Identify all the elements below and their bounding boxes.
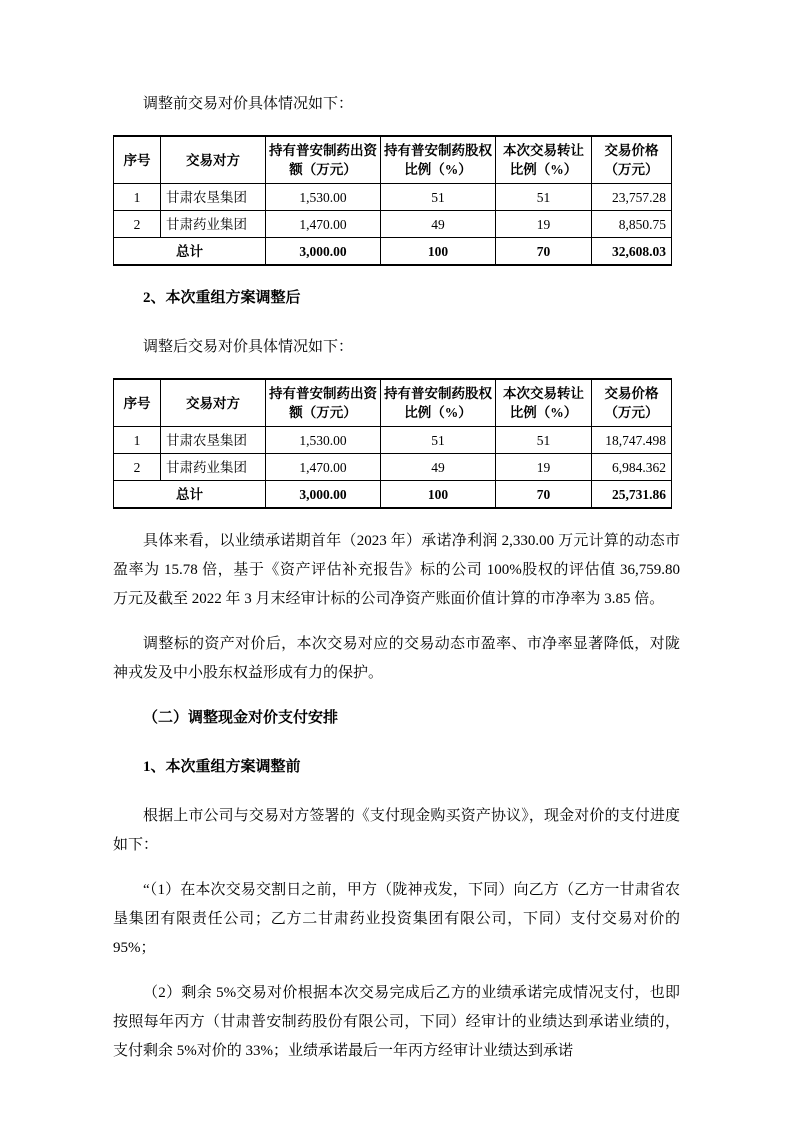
cell-capital: 1,470.00	[266, 454, 381, 481]
cell-total-equity-pct: 100	[381, 481, 496, 509]
header-equity-pct: 持有普安制药股权比例（%）	[381, 379, 496, 427]
header-seq: 序号	[114, 136, 161, 184]
header-price: 交易价格（万元）	[592, 136, 672, 184]
cell-price: 6,984.362	[592, 454, 672, 481]
table-row	[114, 427, 672, 454]
cell-transfer-pct: 19	[496, 454, 592, 481]
cell-party: 甘肃药业集团	[161, 211, 266, 238]
cell-capital: 1,530.00	[266, 184, 381, 211]
cell-equity-pct: 49	[381, 454, 496, 481]
paragraph-payment-item-1: “（1）在本次交易交割日之前，甲方（陇神戎发，下同）向乙方（乙方一甘肃省农垦集团有限责任公司；乙方二甘肃药业投资集团有限公司，下同）支付交易对价的 95%；	[113, 882, 680, 956]
paragraph-payment-item-2: （2）剩余 5%交易对价根据本次交易完成后乙方的业绩承诺完成情况支付，也即按照每年丙方（甘肃普安制药股份有限公司，下同）经审计的业绩达到承诺业绩的，支付剩余 5%对价的 33%；业绩承诺最后一年丙方经审计业绩达到承诺	[113, 985, 680, 1059]
paragraph-valuation: 具体来看，以业绩承诺期首年（2023 年）承诺净利润 2,330.00 万元计算的动态市盈率为 15.78 倍，基于《资产评估补充报告》标的公司 100%股权的评估值 36,759.80 万元及截至 2022 年 3 月末经审计标的公司净资产账面价值计算的市净率为 3.85 倍。	[113, 533, 680, 607]
cell-capital: 1,470.00	[266, 211, 381, 238]
cell-transfer-pct: 19	[496, 211, 592, 238]
paragraph-protection: 调整标的资产对价后，本次交易对应的交易动态市盈率、市净率显著降低，对陇神戎发及中小股东权益形成有力的保护。	[113, 636, 680, 681]
heading-plan-after: 2、本次重组方案调整后	[143, 290, 301, 306]
cell-seq: 1	[114, 184, 161, 211]
cell-price: 8,850.75	[592, 211, 672, 238]
table-header-row	[114, 136, 672, 184]
intro-before-text: 调整前交易对价具体情况如下：	[143, 96, 354, 112]
intro-after-text: 调整后交易对价具体情况如下：	[143, 339, 354, 355]
cell-party: 甘肃农垦集团	[161, 427, 266, 454]
table-row	[114, 454, 672, 481]
cell-total-transfer-pct: 70	[496, 238, 592, 266]
price-table-before	[113, 135, 672, 266]
table-row	[114, 211, 672, 238]
cell-total-price: 32,608.03	[592, 238, 672, 266]
cell-seq: 2	[114, 211, 161, 238]
header-transfer-pct: 本次交易转让比例（%）	[496, 379, 592, 427]
cell-seq: 1	[114, 427, 161, 454]
cell-capital: 1,530.00	[266, 427, 381, 454]
cell-equity-pct: 51	[381, 184, 496, 211]
cell-equity-pct: 49	[381, 211, 496, 238]
heading-section-cash-payment: （二）调整现金对价支付安排	[143, 710, 339, 726]
cell-party: 甘肃农垦集团	[161, 184, 266, 211]
cell-total-equity-pct: 100	[381, 238, 496, 266]
header-price: 交易价格（万元）	[592, 379, 672, 427]
header-seq: 序号	[114, 379, 161, 427]
cell-total-transfer-pct: 70	[496, 481, 592, 509]
cell-total-price: 25,731.86	[592, 481, 672, 509]
cell-seq: 2	[114, 454, 161, 481]
heading-sub-before-adjustment: 1、本次重组方案调整前	[143, 759, 301, 775]
table-total-row	[114, 481, 672, 509]
cell-equity-pct: 51	[381, 427, 496, 454]
cell-price: 18,747.498	[592, 427, 672, 454]
table-header-row	[114, 379, 672, 427]
header-capital: 持有普安制药出资额（万元）	[266, 136, 381, 184]
paragraph-agreement: 根据上市公司与交易对方签署的《支付现金购买资产协议》，现金对价的支付进度如下：	[113, 808, 680, 853]
header-transfer-pct: 本次交易转让比例（%）	[496, 136, 592, 184]
cell-transfer-pct: 51	[496, 427, 592, 454]
table-total-row	[114, 238, 672, 266]
cell-party: 甘肃药业集团	[161, 454, 266, 481]
table-row	[114, 184, 672, 211]
cell-total-capital: 3,000.00	[266, 481, 381, 509]
cell-total-capital: 3,000.00	[266, 238, 381, 266]
cell-total-label: 总计	[114, 481, 266, 509]
price-table-after	[113, 378, 672, 509]
header-party: 交易对方	[161, 136, 266, 184]
cell-price: 23,757.28	[592, 184, 672, 211]
header-capital: 持有普安制药出资额（万元）	[266, 379, 381, 427]
cell-transfer-pct: 51	[496, 184, 592, 211]
header-equity-pct: 持有普安制药股权比例（%）	[381, 136, 496, 184]
cell-total-label: 总计	[114, 238, 266, 266]
header-party: 交易对方	[161, 379, 266, 427]
